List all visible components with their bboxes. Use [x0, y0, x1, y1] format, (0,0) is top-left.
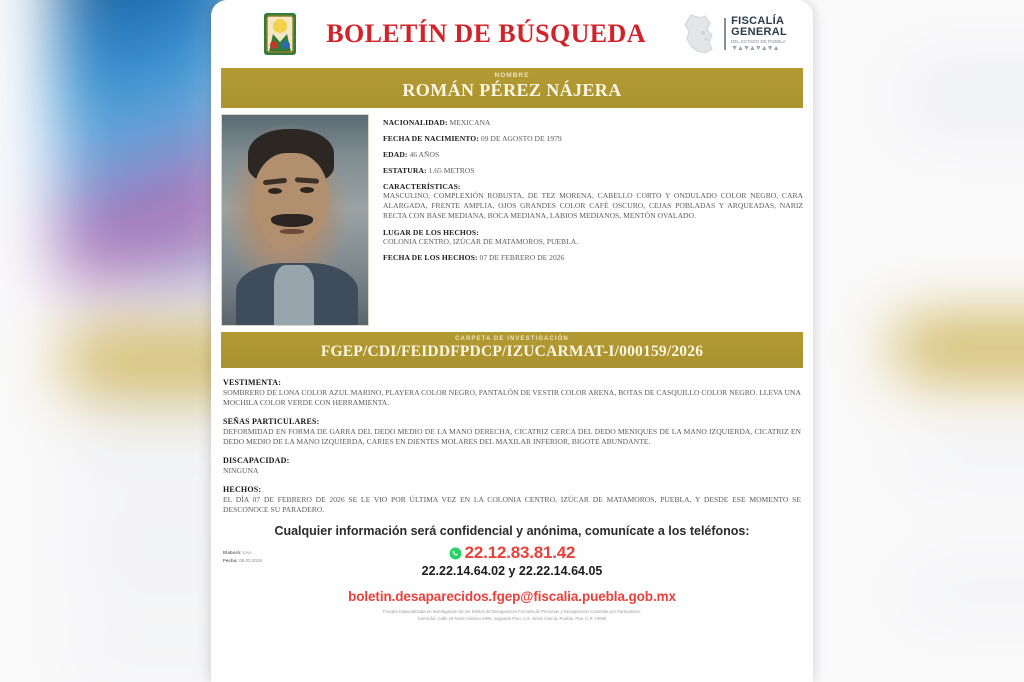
- carpeta-investigacion-band: [221, 332, 803, 368]
- footer-fineprint: [223, 608, 801, 623]
- field-caracteristicas-label: CARACTERÍSTICAS:: [383, 181, 461, 191]
- field-nacionalidad-label: NACIONALIDAD:: [383, 118, 448, 127]
- whatsapp-icon: [449, 547, 462, 560]
- section-hechos-body: EL DÍA 07 DE FEBRERO DE 2026 SE LE VIO POR ÚLTIMA VEZ EN LA COLONIA CENTRO, IZÚCAR DE MATAMOROS, PUEBLA, Y DESDE ESE MOMENTO SE DESCONOCE SU PARADERO.: [223, 495, 801, 515]
- section-senas-particulares-heading: SEÑAS PARTICULARES:: [223, 417, 320, 427]
- fineprint-line2: Domicilio: Calle 19 Norte número 1905, Segundo Piso, Col. Jesús García, Puebla, Pue. C.P. 72090: [417, 616, 607, 622]
- carpeta-label: CARPETA DE INVESTIGACIÓN: [455, 336, 569, 342]
- puebla-state-map-icon: [679, 13, 719, 55]
- section-vestimenta: [223, 378, 801, 408]
- phones-block: [223, 543, 801, 578]
- field-caracteristicas-value: MASCULINO, COMPLEXIÓN ROBUSTA, DE TEZ MORENA, CABELLO CORTO Y ONDULADO COLOR NEGRO, CARA ALARGADA, FRENTE AMPLIA, OJOS GRANDES COLOR CAFÉ OSCURO, CEJAS POBLADAS Y ARQUEADAS, NARIZ RECTA CON BASE MEDIANA, BOCA MEDIANA, LABIOS MEDIANOS, MENTÓN OVALADO.: [383, 191, 803, 221]
- field-caracteristicas: [383, 182, 803, 221]
- elaboro-value: LAA: [242, 550, 252, 556]
- field-estatura: [383, 166, 803, 175]
- agency-name-line3: DEL ESTADO DE PUEBLA: [731, 38, 786, 44]
- agency-name-line2: GENERAL: [731, 25, 787, 38]
- field-fecha-hechos: [383, 253, 803, 262]
- details-column: [383, 114, 803, 326]
- name-label: NOMBRE: [494, 72, 530, 79]
- puebla-state-coat-of-arms-icon: [263, 12, 297, 56]
- section-hechos-heading: HECHOS:: [223, 485, 262, 495]
- section-senas-particulares: [223, 417, 801, 447]
- field-fecha-nacimiento-value: 09 DE AGOSTO DE 1979: [480, 133, 562, 143]
- field-lugar-hechos-value: COLONIA CENTRO, IZÚCAR DE MATAMOROS, PUEBLA.: [383, 236, 579, 246]
- section-senas-particulares-body: DEFORMIDAD EN FORMA DE GARRA DEL DEDO MEDIO DE LA MANO DERECHA, CICATRIZ CERCA DEL DEDO MENIQUES DE LA MANO IZQUIERDA, CICATRIZ EN DEDO MEDIO DE LA MANO IZQUIERDA, CARIES EN DIENTES MOLARES DEL MAXILAR INFERIOR, BIGOTE ABUNDANTE.: [223, 427, 801, 447]
- contact-email[interactable]: boletin.desaparecidos.fgep@fiscalia.puebla.gob.mx: [348, 589, 676, 605]
- contact-block: [223, 524, 801, 623]
- section-discapacidad-heading: DISCAPACIDAD:: [223, 456, 290, 466]
- field-edad-value: 46 AÑOS: [409, 149, 440, 159]
- fineprint-line1: Fiscalía Especializada en Investigación de los Delitos de Desaparición Forzada de Personas y Desaparición Cometida por Particulares.: [383, 609, 641, 615]
- agency-logo: [679, 13, 787, 55]
- secondary-phone-numbers[interactable]: 22.22.14.64.02 y 22.22.14.64.05: [421, 564, 603, 579]
- photo-and-details-row: [211, 108, 813, 326]
- person-photo: [221, 114, 369, 326]
- whatsapp-phone-number[interactable]: 22.12.83.81.42: [464, 543, 576, 563]
- field-estatura-value: 1.65 METROS: [428, 165, 475, 175]
- search-bulletin-poster: [211, 0, 813, 682]
- fecha-label: Fecha:: [223, 557, 238, 563]
- person-name: ROMÁN PÉREZ NÁJERA: [402, 80, 622, 100]
- page-title: BOLETÍN DE BÚSQUEDA: [326, 19, 646, 48]
- section-hechos: [223, 485, 801, 515]
- fecha-value: 08.02.2026: [239, 557, 263, 563]
- field-edad: [383, 150, 803, 159]
- confidential-notice: Cualquier información será confidencial y anónima, comunícate a los teléfonos:: [274, 524, 750, 539]
- field-nacionalidad-value: MEXICANA: [449, 118, 491, 127]
- name-band: [221, 68, 803, 108]
- agency-name-line1: FISCALÍA: [731, 14, 785, 27]
- whatsapp-phone-row[interactable]: [223, 543, 801, 563]
- field-estatura-label: ESTATURA:: [383, 165, 427, 175]
- field-nacionalidad: [383, 118, 803, 127]
- section-vestimenta-heading: VESTIMENTA:: [223, 378, 282, 387]
- section-discapacidad: [223, 456, 801, 476]
- lower-sections: [211, 368, 813, 623]
- section-vestimenta-body: SOMBRERO DE LONA COLOR AZUL MARINO, PLAYERA COLOR NEGRO, PANTALÓN DE VESTIR COLOR ARENA, BOTAS DE CASQUILLO COLOR NEGRO. LLEVA UNA MOCHILA COLOR VERDE CON HERRAMIENTA.: [223, 388, 801, 408]
- field-fecha-nacimiento-label: FECHA DE NACIMIENTO:: [383, 133, 479, 143]
- field-fecha-hechos-label: FECHA DE LOS HECHOS:: [383, 253, 478, 263]
- elaboro-label: Elaboró:: [223, 550, 242, 556]
- field-lugar-hechos: [383, 228, 803, 247]
- carpeta-value: FGEP/CDI/FEIDDFPDCP/IZUCARMAT-I/000159/2026: [320, 343, 704, 360]
- elaboro-block: [223, 549, 262, 565]
- logo-divider: [724, 18, 726, 50]
- field-lugar-hechos-label: LUGAR DE LOS HECHOS:: [383, 227, 479, 237]
- field-edad-label: EDAD:: [383, 149, 408, 159]
- agency-ornament: ▼▲▼▲▼▲▼▲: [731, 45, 779, 53]
- poster-header: [211, 0, 813, 68]
- field-fecha-nacimiento: [383, 134, 803, 143]
- section-discapacidad-body: NINGUNA: [223, 466, 259, 476]
- field-fecha-hechos-value: 07 DE FEBRERO DE 2026: [479, 253, 565, 263]
- photo-container: [221, 114, 369, 326]
